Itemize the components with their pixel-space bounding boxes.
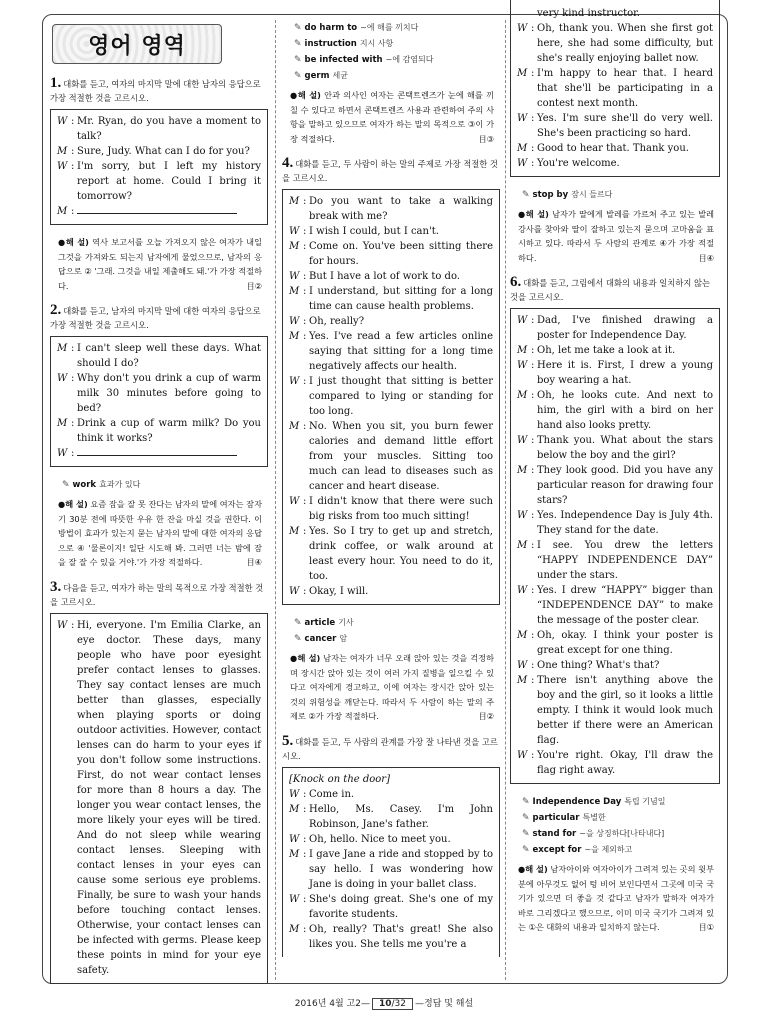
dialogue-line: M : Yes. So I try to get up and stretch, drink coffee, or walk around at least every hour. You need to do it, too. — [289, 526, 493, 582]
dialogue-line: W : Mr. Ryan, do you have a moment to talk? — [57, 116, 261, 142]
dialogue-line: W : Oh, hello. Nice to meet you. — [289, 832, 493, 847]
speaker: M — [57, 206, 68, 217]
line-text: Come in. — [309, 788, 355, 800]
speaker — [517, 6, 531, 21]
dialogue-line: W : Okay, I will. — [289, 584, 493, 599]
speaker: W — [517, 158, 528, 169]
pencil-icon: ✎ — [522, 797, 530, 807]
pencil-icon: ✎ — [522, 845, 530, 855]
line-text: Yes. Independence Day is July 4th. They stand for the date. — [537, 510, 713, 536]
speaker: W — [517, 360, 528, 371]
section-title: 영어 영역 — [88, 33, 186, 59]
line-text: Yes. I've read a few articles online saying that sitting for a long time negatively affects our health. — [309, 331, 493, 372]
vocab-word: particular — [532, 813, 580, 823]
column-divider — [505, 20, 506, 980]
explanation-4: ●해 설) 남자는 여자가 너무 오래 앉아 있는 것을 걱정하며 장시간 앉아 있는 것이 여러 가지 질병을 일으킬 수 있다고 여자에게 경고하고, 이에 여자는 장시간 앉아 있는 것의 위험성을 깨닫는다. 따라서 두 사람이 하는 말의 주제로 ②가 가장 적절하다. 目② — [290, 653, 494, 721]
line-text: No. When you sit, you burn fewer calories and demand little effort from your muscles. Sitting too much can lead to diseases such as cancer and heart disease. — [309, 421, 493, 492]
speaker: W — [517, 113, 528, 124]
vocab-list — [62, 477, 268, 493]
line-text — [77, 446, 261, 461]
pencil-icon: ✎ — [522, 829, 530, 839]
dialogue-line: W : You're welcome. — [517, 156, 713, 171]
line-text: I wish I could, but I can't. — [309, 226, 439, 237]
dialogue-line: M : Oh, really? That's great! She also likes you. She tells me you're a — [289, 923, 493, 950]
dialogue-line: M : Yes. I've read a few articles online saying that sitting for a long time negatively affects our health. — [289, 331, 493, 372]
dialogue-line: M : Good to hear that. Thank you. — [517, 141, 713, 156]
pencil-icon: ✎ — [294, 23, 302, 33]
speaker: M — [289, 803, 300, 815]
line-text: Yes. I'm sure she'll do very well. She's been practicing so hard. — [537, 113, 713, 139]
dialogue-line: W : But I have a lot of work to do. — [289, 269, 493, 284]
line-text: Oh, okay. I think your poster is great except for one thing. — [537, 630, 713, 656]
speaker: W — [517, 435, 528, 446]
line-text: Thank you. What about the stars below the boy and the girl? — [537, 435, 713, 461]
line-text: Come on. You've been sitting there for hours. — [309, 241, 493, 267]
dialogue-line: M : Sure, Judy. What can I do for you? — [57, 144, 261, 159]
question-1-prompt: 1. 대화를 듣고, 여자의 마지막 말에 대한 남자의 응답으로 가장 적절한 것을 고르시오. — [50, 75, 261, 103]
speaker: W — [517, 23, 528, 34]
speaker: M — [57, 146, 68, 157]
explanation-5: ●해 설) 남자가 딸에게 발레를 가르쳐 주고 있는 발레 강사를 찾아와 딸이 잘하고 있는지 묻으며 고마움을 표시하고 있다. 따라서 두 사람의 관계로 ④가 가장 적절하다. 目④ — [518, 209, 715, 263]
vocab-word: work — [72, 480, 97, 490]
dialogue-lines — [289, 787, 493, 952]
line-text: Yes. I drew “HAPPY” bigger than “INDEPENDENCE DAY” to make the message of the poster clear. — [537, 585, 713, 626]
question-3-prompt: 3. 다음을 듣고, 여자가 하는 말의 목적으로 가장 적절한 것을 고르시오. — [50, 578, 264, 607]
speaker: W — [289, 788, 300, 800]
dialogue-line: W : Why don't you drink a cup of warm milk 30 minutes before going to bed? — [57, 373, 261, 414]
line-text: But I have a lot of work to do. — [309, 271, 460, 282]
vocab-meaning: ~을 상징하다[나타내다] — [579, 829, 665, 838]
section-title-box — [52, 24, 222, 64]
speaker: W — [57, 116, 68, 127]
page-footer: 2016년 4월 고2— 10/32 —정답 및 해설 — [294, 999, 474, 1009]
line-text: I didn't know that there were such big risks from too much sitting! — [309, 496, 493, 522]
dialogue-line: W : Oh, really? — [289, 314, 493, 329]
line-text: Hi, everyone. I'm Emilia Clarke, an eye doctor. These days, many people who have poor eyesight prefer contact lenses to glasses. They say contact lenses are much better than glasses, especially when playing sports or doing outdoor activities. However, contact lenses can do harm to your eyes if you don't follow some instructions. First, do not wear contact lenses for more than 8 hours a day. The longer you wear contact lenses, the more likely your eyes will be tired. And do not sleep while wearing contact lenses. Sleeping with contact lenses in your eyes can cause some serious eye problems. Finally, be sure to wash your hands before touching contact lenses. Otherwise, your contact lenses can be infected with germs. Please keep these points in mind for your eye safety. — [77, 619, 261, 976]
dialogue-line: M : Do you want to take a walking break with me? — [289, 196, 493, 222]
speaker: W — [57, 373, 68, 384]
pencil-icon: ✎ — [62, 480, 70, 490]
line-text: Oh, thank you. When she first got here, she had some difficulty, but she's really enjoying ballet now. — [537, 23, 713, 64]
dialogue-box — [282, 189, 500, 605]
speaker: W — [289, 271, 300, 282]
dialogue-line: M : I'm happy to hear that. I heard that she'll be participating in a contest next month. — [517, 68, 713, 109]
vocab-item — [294, 36, 500, 52]
vocab-meaning: 기사 — [338, 618, 354, 627]
line-text: Oh, really? That's great! She also likes you. She tells me you're a — [309, 923, 493, 950]
line-text: Why don't you drink a cup of warm milk 30 minutes before going to bed? — [77, 373, 261, 414]
stage-direction: [Knock on the door] — [289, 773, 390, 785]
explanation-2: ●해 설) 요즘 잠을 잘 못 잔다는 남자의 말에 여자는 잠자기 30분 전에 따뜻한 우유 한 잔을 마실 것을 권한다. 이 방법이 효과가 있는지 묻는 남자의 말에 대한 여자의 응답으로 ④ '물론이지! 일단 시도해 봐. 그러면 너는 밤에 잠을 잘 잘 수 있을 거야.'가 가장 적절하다. 目④ — [58, 499, 262, 567]
speaker: M — [517, 675, 528, 686]
dialogue-line: M : No. When you sit, you burn fewer calories and demand little effort from your muscles. Sitting too much can lead to diseases such as cancer and heart disease. — [289, 421, 493, 492]
column-divider — [275, 20, 276, 980]
vocab-item — [522, 810, 720, 826]
dialogue-line: W : Hi, everyone. I'm Emilia Clarke, an eye doctor. These days, many people who have poor eyesight prefer contact lenses to glasses. They say contact lenses are much better than glasses, especially when playing sports or doing outdoor activities. However, contact lenses can do harm to your eyes if you don't follow some instructions. First, do not wear contact lenses for more than 8 hours a day. The longer you wear contact lenses, the more likely your eyes will be tired. And do not sleep while wearing contact lenses. Sleeping with contact lenses in your eyes can cause some serious eye problems. Finally, be sure to wash your hands before touching contact lenses. Otherwise, your contact lenses can be infected with germs. Please keep these points in mind for your eye safety. — [57, 619, 261, 976]
speaker: W — [289, 496, 300, 507]
line-text: Do you want to take a walking break with me? — [309, 196, 493, 222]
line-text: I'm happy to hear that. I heard that she'll be participating in a contest next month. — [537, 68, 713, 109]
dialogue-line: W : Yes. Independence Day is July 4th. They stand for the date. — [517, 510, 713, 536]
dialogue-line: M : I gave Jane a ride and stopped by to say hello. I was wondering how Jane is doing in your ballet class. — [289, 848, 493, 890]
dialogue-line: W : Yes. I drew “HAPPY” bigger than “INDEPENDENCE DAY” to make the message of the poster clear. — [517, 585, 713, 626]
speaker: M — [517, 345, 528, 356]
vocab-list — [522, 794, 720, 858]
vocab-meaning: 잠시 들르다 — [571, 190, 613, 199]
speaker: M — [289, 848, 300, 860]
dialogue-line: M : I understand, but sitting for a long time can cause health problems. — [289, 286, 493, 312]
line-text: I can't sleep well these days. What should I do? — [77, 343, 261, 369]
column-3 — [510, 8, 720, 945]
answer-blank — [77, 204, 237, 214]
dialogue-line: W : I wish I could, but I can't. — [289, 224, 493, 239]
line-text: Oh, really? — [309, 316, 365, 327]
dialogue-line: W : You're right. Okay, I'll draw the flag right away. — [517, 750, 713, 776]
pencil-icon: ✎ — [522, 813, 530, 823]
speaker: W — [57, 161, 68, 172]
speaker: M — [517, 540, 528, 551]
speaker: W — [517, 510, 528, 521]
line-text: Oh, let me take a look at it. — [537, 345, 676, 356]
dialogue-line: W : I didn't know that there were such big risks from too much sitting! — [289, 496, 493, 522]
vocab-item — [522, 187, 720, 203]
line-text — [77, 204, 261, 219]
speaker: M — [289, 241, 300, 252]
vocab-item — [294, 615, 500, 631]
vocab-meaning: 지시 사항 — [359, 39, 394, 48]
speaker: M — [517, 390, 528, 401]
vocab-list — [294, 615, 500, 647]
vocab-meaning: ~을 제외하고 — [584, 845, 633, 854]
dialogue-box — [510, 308, 720, 784]
line-text: I see. You drew the letters “HAPPY INDEPENDENCE DAY” under the stars. — [537, 540, 713, 581]
dialogue-line: M : I see. You drew the letters “HAPPY INDEPENDENCE DAY” under the stars. — [517, 540, 713, 581]
dialogue-line: W : Come in. — [289, 787, 493, 802]
dialogue-line: M : They look good. Did you have any particular reason for drawing four stars? — [517, 465, 713, 506]
pencil-icon: ✎ — [294, 618, 302, 628]
speaker: M — [289, 923, 300, 935]
dialogue-line: M : Oh, let me take a look at it. — [517, 343, 713, 358]
dialogue-line: M : I can't sleep well these days. What should I do? — [57, 343, 261, 369]
dialogue-line: M : — [57, 204, 261, 219]
vocab-word: do harm to — [304, 23, 358, 33]
dialogue-box — [50, 109, 268, 225]
pencil-icon: ✎ — [294, 634, 302, 644]
vocab-word: germ — [304, 71, 330, 81]
line-text: Good to hear that. Thank you. — [537, 143, 689, 154]
vocab-item — [294, 52, 500, 68]
speaker: M — [517, 143, 528, 154]
line-text: very kind instructor. — [537, 8, 640, 19]
pencil-icon: ✎ — [522, 190, 530, 200]
dialogue-line: W : Yes. I'm sure she'll do very well. She's been practicing so hard. — [517, 113, 713, 139]
vocab-item — [522, 794, 720, 810]
dialogue-line — [517, 6, 713, 21]
line-text: They look good. Did you have any particular reason for drawing four stars? — [537, 465, 713, 506]
line-text: There isn't anything above the boy and the girl, so it looks a little empty. I think it would look much better if there were an American flag. — [537, 675, 713, 746]
pencil-icon: ✎ — [294, 39, 302, 49]
vocab-item — [522, 842, 720, 858]
line-text: I'm sorry, but I left my history report at home. Could I bring it tomorrow? — [77, 161, 261, 202]
vocab-meaning: ~에 감염되다 — [385, 55, 434, 64]
dialogue-line: W : Oh, thank you. When she first got here, she had some difficulty, but she's really enjoying ballet now. — [517, 23, 713, 64]
dialogue-line: M : Oh, he looks cute. And next to him, the girl with a bird on her hand also looks pretty. — [517, 390, 713, 431]
line-text: I just thought that sitting is better compared to lying or standing for too long. — [309, 376, 493, 417]
line-text: Here it is. First, I drew a young boy wearing a hat. — [537, 360, 713, 386]
speaker: W — [517, 585, 528, 596]
speaker: W — [289, 226, 300, 237]
dialogue-line: W : She's doing great. She's one of my favorite students. — [289, 893, 493, 920]
speaker: M — [517, 630, 528, 641]
explanation-3: ●해 설) 안과 의사인 여자는 콘택트렌즈가 눈에 해를 끼칠 수 있다고 하면서 콘택트렌즈 사용과 관련하여 주의 사항을 말하고 있으므로 여자가 하는 말의 목적으로 ③이 가장 적절하다. 目③ — [290, 90, 494, 144]
dialogue-line: M : Oh, okay. I think your poster is great except for one thing. — [517, 630, 713, 656]
speaker: W — [289, 376, 300, 387]
vocab-meaning: 세균 — [332, 71, 348, 80]
speaker: M — [289, 286, 300, 297]
dialogue-line: M : Drink a cup of warm milk? Do you think it works? — [57, 418, 261, 444]
dialogue-line: M : Hello, Ms. Casey. I'm John Robinson, Jane's father. — [289, 803, 493, 830]
vocab-meaning: 독립 기념일 — [624, 797, 666, 806]
pencil-icon: ✎ — [294, 71, 302, 81]
line-text: Yes. So I try to get up and stretch, drink coffee, or walk around at least every hour. You need to do it, too. — [309, 526, 493, 582]
explanation-6: ●해 설) 남자아이와 여자아이가 그려져 있는 곳의 윗부분에 아무것도 없어 텅 비어 보인다면서 그곳에 미국 국기가 있으면 더 좋을 것 같다고 남자가 말하자 여자가 바로 그리겠다고 했으므로, 이미 미국 국기가 그려져 있는 ①은 대화의 내용과 일치하지 않는다. 目① — [518, 864, 714, 932]
vocab-item — [522, 826, 720, 842]
vocab-word: be infected with — [304, 55, 383, 65]
dialogue-line: W : Dad, I've finished drawing a poster for Independence Day. — [517, 315, 713, 341]
speaker: W — [57, 619, 68, 631]
dialogue-box — [50, 336, 268, 467]
vocab-meaning: 효과가 있다 — [99, 480, 141, 489]
speaker: W — [517, 750, 528, 761]
line-text: Mr. Ryan, do you have a moment to talk? — [77, 116, 261, 142]
line-text: Drink a cup of warm milk? Do you think it works? — [77, 418, 261, 444]
vocab-item — [62, 477, 268, 493]
vocab-word: article — [304, 618, 336, 628]
dialogue-line: W : I'm sorry, but I left my history report at home. Could I bring it tomorrow? — [57, 161, 261, 202]
speaker: M — [517, 465, 528, 476]
question-6-prompt: 6. 대화를 듣고, 그림에서 대화의 내용과 일치하지 않는 것을 고르시오. — [510, 274, 711, 302]
answer-blank — [77, 446, 237, 456]
speaker: W — [57, 448, 68, 459]
dialogue-line: W : Here it is. First, I drew a young boy wearing a hat. — [517, 360, 713, 386]
line-text: Oh, hello. Nice to meet you. — [309, 833, 451, 845]
column-2 — [282, 20, 500, 957]
question-2-prompt: 2. 대화를 듣고, 남자의 마지막 말에 대한 여자의 응답으로 가장 적절한 것을 고르시오. — [50, 302, 261, 330]
vocab-list — [294, 20, 500, 84]
vocab-meaning: ~에 해를 끼치다 — [360, 23, 419, 32]
vocab-list — [522, 187, 720, 203]
speaker: M — [57, 418, 68, 429]
line-text: I understand, but sitting for a long time can cause health problems. — [309, 286, 493, 312]
dialogue-box — [50, 613, 268, 984]
line-text: Hello, Ms. Casey. I'm John Robinson, Jane's father. — [309, 803, 493, 830]
speaker: W — [289, 586, 300, 597]
dialogue-line: W : — [57, 446, 261, 461]
dialogue-line: M : Come on. You've been sitting there for hours. — [289, 241, 493, 267]
dialogue-line: W : I just thought that sitting is better compared to lying or standing for too long. — [289, 376, 493, 417]
question-4-prompt: 4. 대화를 듣고, 두 사람이 하는 말의 주제로 가장 적절한 것을 고르시오. — [282, 155, 498, 183]
vocab-word: stand for — [532, 829, 577, 839]
dialogue-box — [510, 0, 720, 177]
speaker: M — [289, 331, 300, 342]
column-1 — [50, 20, 268, 994]
line-text: Okay, I will. — [309, 586, 369, 597]
question-5-prompt: 5. 대화를 듣고, 두 사람의 관계를 가장 잘 나타낸 것을 고르시오. — [282, 732, 498, 761]
speaker: M — [289, 196, 300, 207]
line-text: Sure, Judy. What can I do for you? — [77, 146, 250, 157]
speaker: W — [517, 315, 528, 326]
vocab-word: instruction — [304, 39, 357, 49]
dialogue-line: W : One thing? What's that? — [517, 658, 713, 673]
line-text: Oh, he looks cute. And next to him, the girl with a bird on her hand also looks pretty. — [537, 390, 713, 431]
line-text: You're right. Okay, I'll draw the flag right away. — [537, 750, 713, 776]
dialogue-box — [282, 767, 500, 957]
speaker: W — [289, 316, 300, 327]
line-text: One thing? What's that? — [537, 660, 660, 671]
speaker: M — [57, 343, 68, 354]
vocab-word: except for — [532, 845, 582, 855]
vocab-word: Independence Day — [532, 797, 622, 807]
vocab-meaning: 특별한 — [582, 813, 606, 822]
vocab-word: stop by — [532, 190, 569, 200]
vocab-item — [294, 631, 500, 647]
vocab-item — [294, 20, 500, 36]
line-text: I gave Jane a ride and stopped by to say hello. I was wondering how Jane is doing in your ballet class. — [309, 848, 493, 890]
speaker: W — [289, 893, 300, 905]
speaker: M — [289, 526, 300, 537]
vocab-word: cancer — [304, 634, 337, 644]
vocab-item — [294, 68, 500, 84]
line-text: She's doing great. She's one of my favorite students. — [309, 893, 493, 920]
line-text: You're welcome. — [537, 158, 620, 169]
vocab-meaning: 암 — [339, 634, 348, 643]
line-text: Dad, I've finished drawing a poster for Independence Day. — [537, 315, 713, 341]
dialogue-line: W : Thank you. What about the stars below the boy and the girl? — [517, 435, 713, 461]
speaker: W — [517, 660, 528, 671]
speaker: M — [517, 68, 528, 79]
dialogue-line: M : There isn't anything above the boy and the girl, so it looks a little empty. I think it would look much better if there were an American flag. — [517, 675, 713, 746]
speaker: M — [289, 421, 300, 432]
explanation-1: ●해 설) 역사 보고서를 오늘 가져오지 않은 여자가 내일 그것을 가져와도 되는지 남자에게 물었으므로, 남자의 응답으로 ② '그래. 그것을 내일 제출해도 돼.'가 가장 적절하다. 目② — [58, 237, 262, 291]
pencil-icon: ✎ — [294, 55, 302, 65]
speaker: W — [289, 833, 300, 845]
